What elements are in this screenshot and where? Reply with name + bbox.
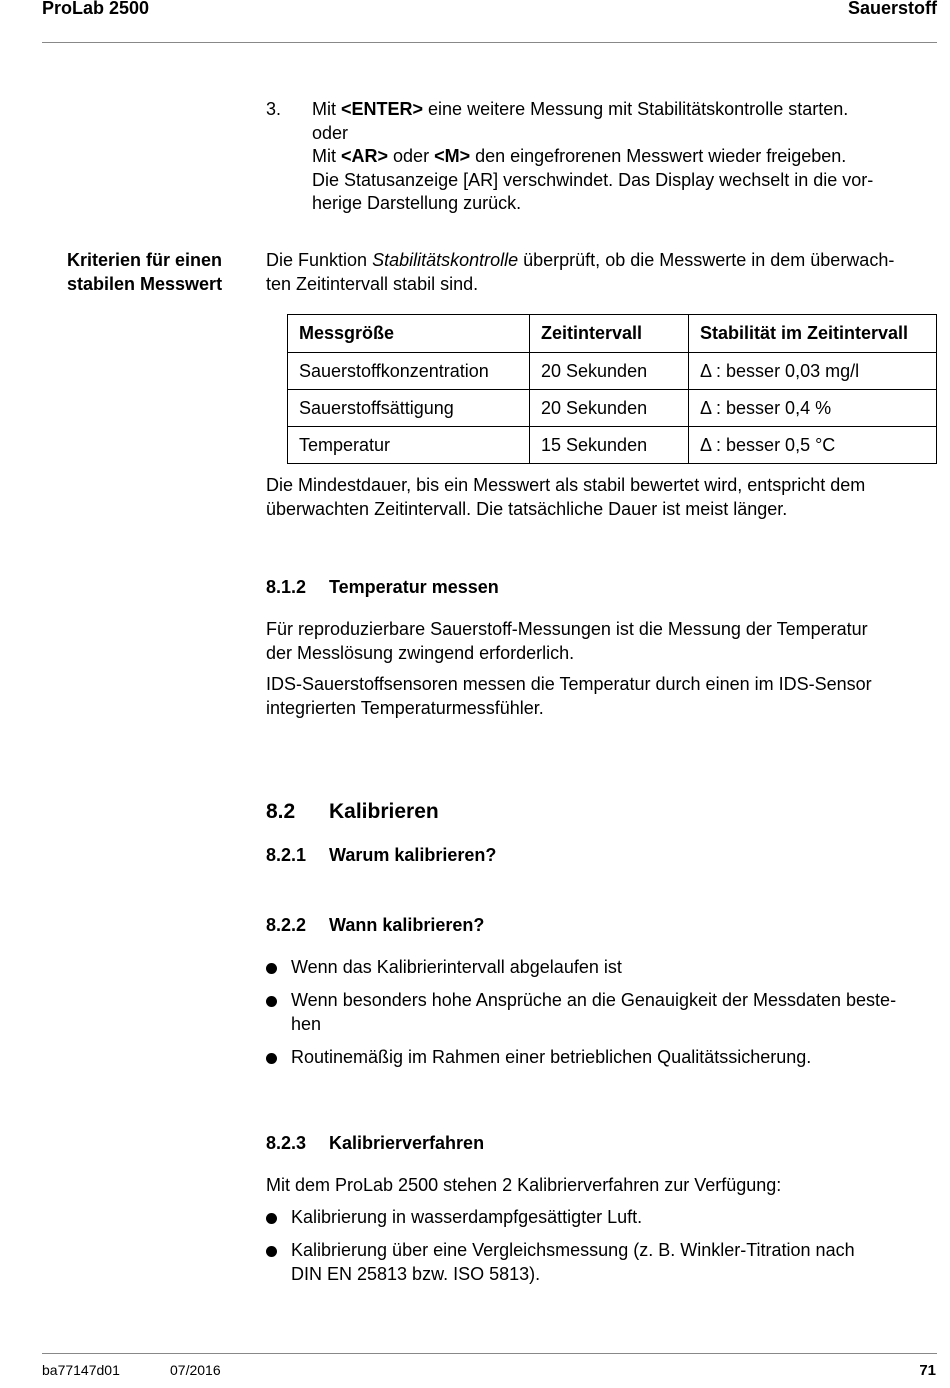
heading-8-2: 8.2 Kalibrieren — [266, 800, 439, 823]
table-cell: Δ : besser 0,4 % — [689, 390, 937, 427]
heading-8-2-1: 8.2.1 Warum kalibrieren? — [266, 845, 497, 865]
table-cell: 20 Sekunden — [530, 390, 689, 427]
table-cell: Sauerstoffkonzentration — [288, 353, 530, 390]
header-title-right: Sauerstoff — [847, 0, 937, 18]
bullet-icon — [266, 963, 277, 974]
table-cell: 15 Sekunden — [530, 427, 689, 464]
step-number: 3. — [266, 99, 282, 119]
bullet-icon — [266, 996, 277, 1007]
table-row — [288, 427, 937, 464]
table-cell: Δ : besser 0,5 °C — [689, 427, 937, 464]
table-cell: Temperatur — [288, 427, 530, 464]
table-row — [288, 353, 937, 390]
table-header-row — [288, 315, 937, 353]
stability-table — [287, 314, 937, 464]
s812-paragraph-2: IDS-Sauerstoffsensoren messen die Temperatur durch einen im IDS-Sensor integrierten Temperaturmessfühler. — [266, 674, 872, 718]
s823-intro: Mit dem ProLab 2500 stehen 2 Kalibrierverfahren zur Verfügung: — [266, 1175, 782, 1195]
criteria-intro: Die Funktion Stabilitätskontrolle überprüft, ob die Messwerte in dem überwach- ten Zeitintervall stabil sind. — [266, 250, 895, 294]
table-cell: Sauerstoffsättigung — [288, 390, 530, 427]
table-header-cell: Messgröße — [288, 315, 530, 353]
table-header-cell: Stabilität im Zeitintervall — [689, 315, 937, 353]
footer-rule — [42, 1353, 937, 1354]
header-title-left: ProLab 2500 — [42, 0, 150, 18]
bullet-icon — [266, 1246, 277, 1257]
table-row — [288, 390, 937, 427]
footer-date: 07/2016 — [170, 1362, 221, 1378]
footer-page-number: 71 — [919, 1362, 936, 1379]
heading-8-2-3: 8.2.3 Kalibrierverfahren — [266, 1133, 485, 1153]
bullet-icon — [266, 1213, 277, 1224]
header-rule — [42, 42, 937, 43]
table-cell: 20 Sekunden — [530, 353, 689, 390]
bullet-icon — [266, 1053, 277, 1064]
side-label-criteria: Kriterien für einen stabilen Messwert — [67, 250, 223, 294]
heading-8-1-2: 8.1.2 Temperatur messen — [266, 577, 499, 597]
table-header-cell: Zeitintervall — [530, 315, 689, 353]
s812-paragraph-1: Für reproduzierbare Sauerstoff-Messungen ist die Messung der Temperatur der Messlösung zwingend erforderlich. — [266, 619, 868, 663]
table-cell: Δ : besser 0,03 mg/l — [689, 353, 937, 390]
footer-doc-id: ba77147d01 — [42, 1362, 120, 1378]
heading-8-2-2: 8.2.2 Wann kalibrieren? — [266, 915, 485, 935]
step3-text: Mit <ENTER> eine weitere Messung mit Stabilitätskontrolle starten. oder Mit <AR> oder <M> den eingefrorenen Messwert wieder freigeben. Die Statusanzeige [AR] verschwindet. Das Display wechselt in die vor- herige Darstellung zurück. — [312, 99, 874, 213]
criteria-after-text: Die Mindestdauer, bis ein Messwert als stabil bewertet wird, entspricht dem überwachten Zeitintervall. Die tatsächliche Dauer ist meist länger. — [266, 475, 866, 519]
